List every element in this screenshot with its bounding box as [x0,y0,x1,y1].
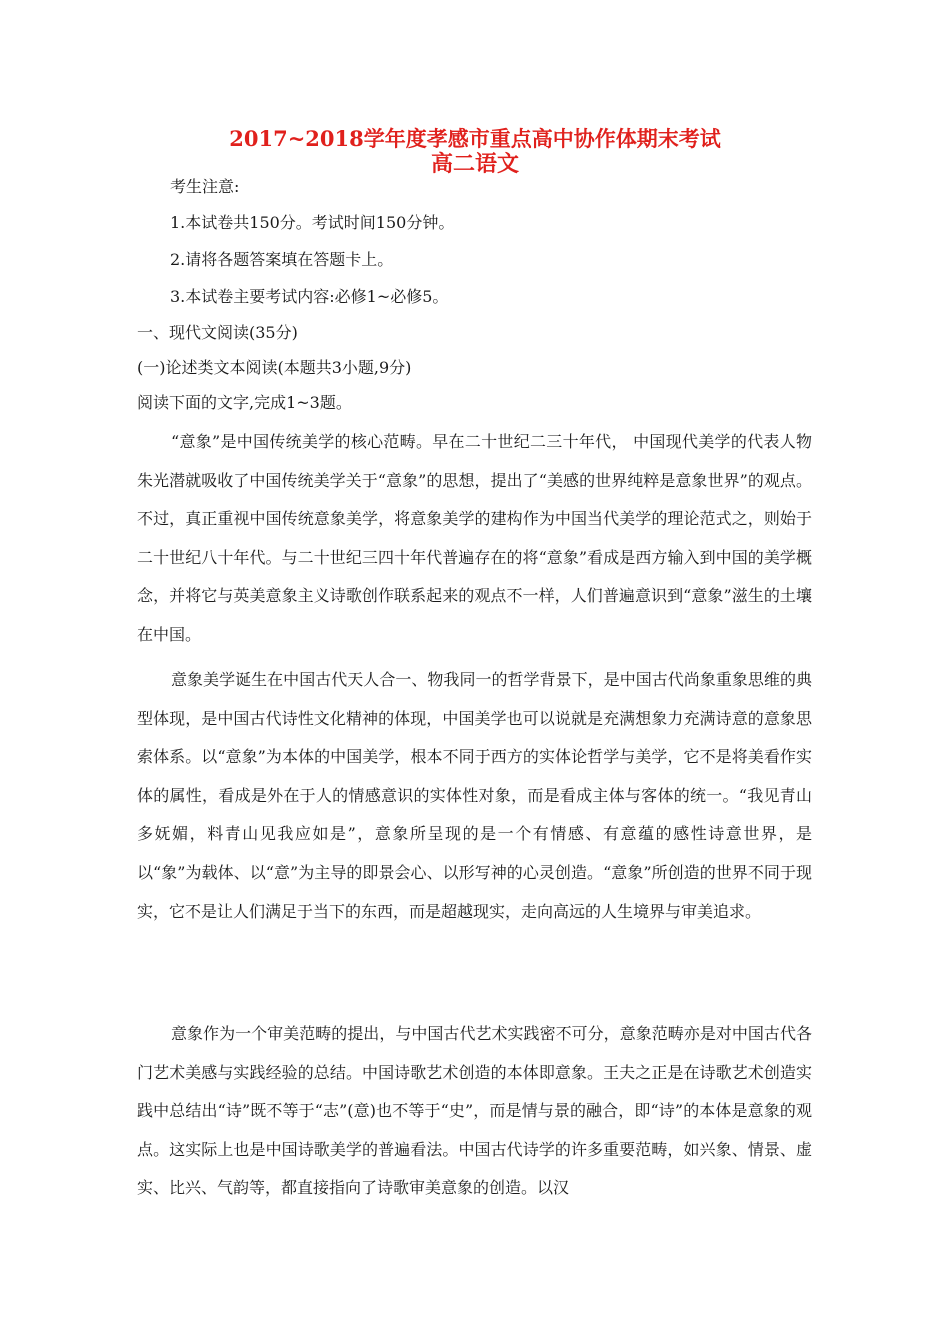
passage-paragraph: “意象”是中国传统美学的核心范畴。早在二十世纪二三十年代， 中国现代美学的代表人物朱光潜就吸收了中国传统美学关于“意象”的思想，提出了“美感的世界纯粹是意象世界”的观点。不过，真正重视中国传统意象美学，将意象美学的建构作为中国当代美学的理论范式之，则始于二十世纪八十年代。与二十世纪三四十年代普遍存在的将“意象”看成是西方输入到中国的美学概念，并将它与英美意象主义诗歌创作联系起来的观点不一样，人们普遍意识到“意象”滋生的土壤在中国。 [137,432,812,644]
passage-paragraph: 意象美学诞生在中国古代天人合一、物我同一的哲学背景下，是中国古代尚象重象思维的典型体现，是中国古代诗性文化精神的体现，中国美学也可以说就是充满想象力充满诗意的意象思索体系。以“意象”为本体的中国美学，根本不同于西方的实体论哲学与美学，它不是将美看作实体的属性，看成是外在于人的情感意识的实体性对象，而是看成主体与客体的统一。“我见青山多妩媚，料青山见我应如是”，意象所呈现的是一个有情感、有意蕴的感性诗意世界，是以“象”为载体、以“意”为主导的即景会心、以形写神的心灵创造。“意象”所创造的世界不同于现实，它不是让人们满足于当下的东西，而是超越现实，走向高远的人生境界与审美追求。 [137,670,812,921]
reading-instruction: 阅读下面的文字,完成1~3题。 [137,393,352,412]
notice-heading: 考生注意: [170,177,240,196]
notice-item: 2.请将各题答案填在答题卡上。 [170,250,394,269]
exam-title: 2017~2018学年度孝感市重点高中协作体期末考试 [229,126,721,151]
exam-subject: 高二语文 [430,151,519,177]
notice-item: 1.本试卷共150分。考试时间150分钟。 [170,213,455,232]
notice-item: 3.本试卷主要考试内容:必修1~必修5。 [170,287,449,306]
section-title: 一、现代文阅读(35分) [137,323,298,342]
subsection-title: (一)论述类文本阅读(本题共3小题,9分) [137,358,412,377]
passage-paragraph: 意象作为一个审美范畴的提出，与中国古代艺术实践密不可分，意象范畴亦是对中国古代各门艺术美感与实践经验的总结。中国诗歌艺术创造的本体即意象。王夫之正是在诗歌艺术创造实践中总结出“诗”既不等于“志”(意)也不等于“史”，而是情与景的融合，即“诗”的本体是意象的观点。这实际上也是中国诗歌美学的普遍看法。中国古代诗学的许多重要范畴，如兴象、情景、虚实、比兴、气韵等，都直接指向了诗歌审美意象的创造。以汉 [137,1024,812,1198]
